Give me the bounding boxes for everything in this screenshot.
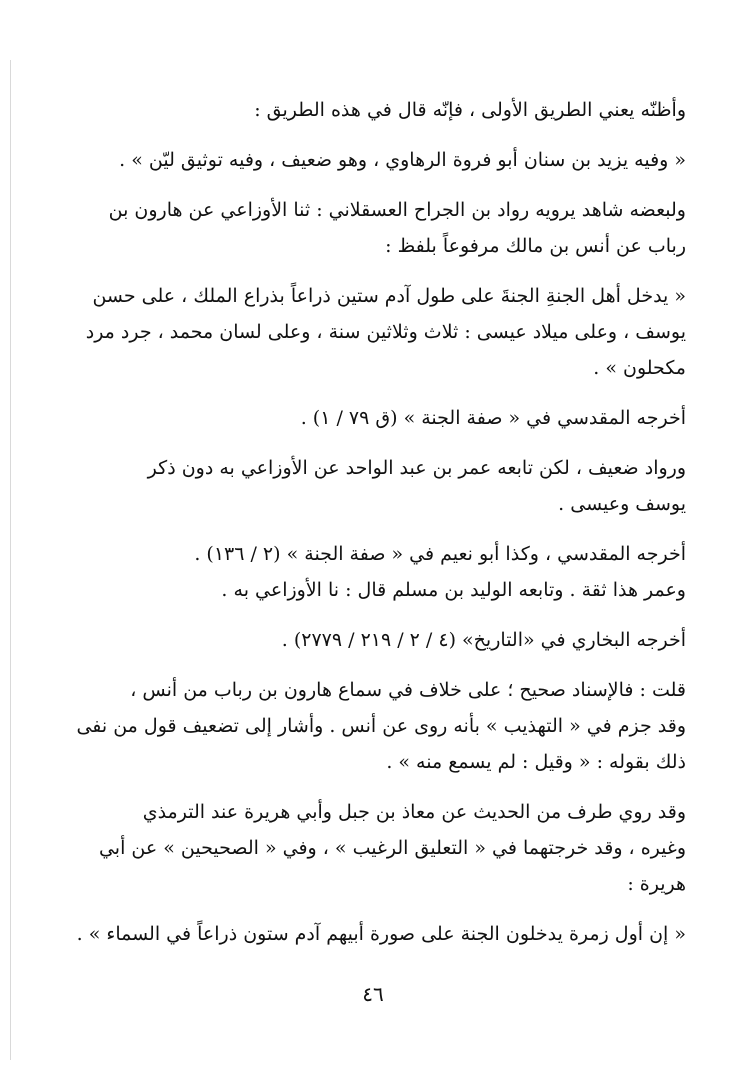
text-line: « يدخل أهل الجنةِ الجنةَ على طول آدم ستين ذراعاً بذراع الملك ، على حسن xyxy=(92,285,686,307)
paragraph-7 xyxy=(62,536,686,572)
text-line: أخرجه المقدسي ، وكذا أبو نعيم في « صفة الجنة » (٢ / ١٣٦) . xyxy=(194,543,686,565)
text-line: « وفيه يزيد بن سنان أبو فروة الرهاوي ، وهو ضعيف ، وفيه توثيق ليّن » . xyxy=(119,149,686,171)
text-line: وغيره ، وقد خرجتهما في « التعليق الرغيب » ، وفي « الصحيحين » عن أبي xyxy=(98,837,686,859)
text-line: رباب عن أنس بن مالك مرفوعاً بلفظ : xyxy=(385,235,686,257)
paragraph-4 xyxy=(62,278,686,386)
paragraph-9 xyxy=(62,622,686,658)
text-line: ولبعضه شاهد يرويه رواد بن الجراح العسقلاني : ثنا الأوزاعي عن هارون بن xyxy=(108,199,686,221)
text-line: هريرة : xyxy=(627,873,686,895)
paragraph-2 xyxy=(62,142,686,178)
document-body xyxy=(62,78,686,952)
paragraph-8 xyxy=(62,572,686,608)
paragraph-5 xyxy=(62,400,686,436)
page-number: ٤٦ xyxy=(362,982,384,1006)
text-line: وأظنّه يعني الطريق الأولى ، فإنّه قال في هذه الطريق : xyxy=(254,99,686,121)
paragraph-10 xyxy=(62,672,686,780)
text-line: وقد جزم في « التهذيب » بأنه روى عن أنس . وأشار إلى تضعيف قول من نفى xyxy=(76,715,686,737)
text-line: ورواد ضعيف ، لكن تابعه عمر بن عبد الواحد عن الأوزاعي به دون ذكر xyxy=(147,457,686,479)
paragraph-1 xyxy=(62,92,686,128)
text-line: أخرجه البخاري في «التاريخ» (٤ / ٢ / ٢١٩ / ٢٧٧٩) . xyxy=(281,629,686,651)
paragraph-12 xyxy=(62,916,686,952)
text-line: « إن أول زمرة يدخلون الجنة على صورة أبيهم آدم ستون ذراعاً في السماء » . xyxy=(76,923,686,945)
text-line: يوسف وعيسى . xyxy=(558,493,686,515)
text-line: ذلك بقوله : « وقيل : لم يسمع منه » . xyxy=(386,751,686,773)
page-edge-line xyxy=(10,60,11,1060)
text-line: أخرجه المقدسي في « صفة الجنة » (ق ٧٩ / ١) . xyxy=(300,407,686,429)
text-line: وقد روي طرف من الحديث عن معاذ بن جبل وأبي هريرة عند الترمذي xyxy=(142,801,686,823)
text-line: وعمر هذا ثقة . وتابعه الوليد بن مسلم قال : نا الأوزاعي به . xyxy=(221,579,686,601)
paragraph-6 xyxy=(62,450,686,522)
text-line: قلت : فالإسناد صحيح ؛ على خلاف في سماع هارون بن رباب من أنس ، xyxy=(130,679,686,701)
paragraph-3 xyxy=(62,192,686,264)
text-line: مكحلون » . xyxy=(593,357,686,379)
paragraph-11 xyxy=(62,794,686,902)
text-line: يوسف ، وعلى ميلاد عيسى : ثلاث وثلاثين سنة ، وعلى لسان محمد ، جرد مرد xyxy=(85,321,686,343)
